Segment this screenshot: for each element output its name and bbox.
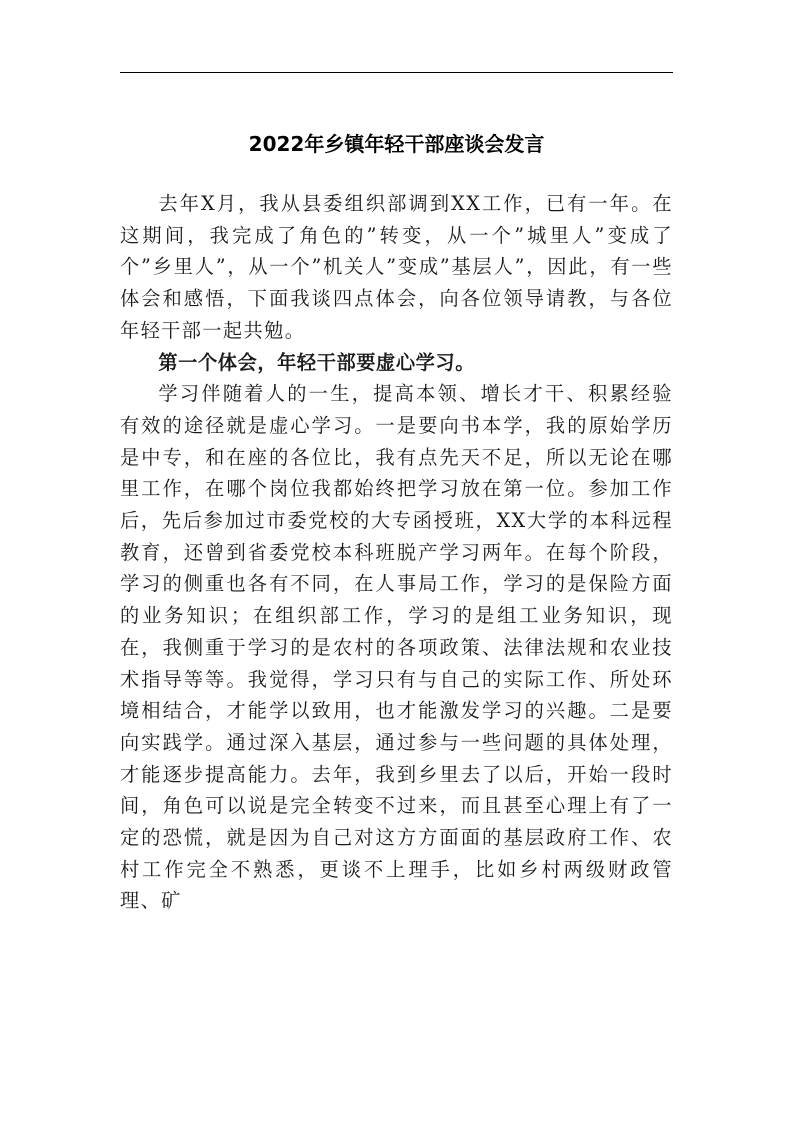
paragraph-learning: 学习伴随着人的一生，提高本领、增长才干、积累经验有效的途径就是虚心学习。一是要向书本学，我的原始学历是中专，和在座的各位比，我有点先天不足，所以无论在哪里工作，在哪个岗位我都始终把学习放在第一位。参加工作后，先后参加过市委党校的大专函授班，XX大学的本科远程教育，还曾到省委党校本科班脱产学习两年。在每个阶段，学习的侧重也各有不同，在人事局工作，学习的是保险方面的业务知识；在组织部工作，学习的是组工业务知识，现在，我侧重于学习的是农村的各项政策、法律法规和农业技术指导等等。我觉得，学习只有与自己的实际工作、所处环境相结合，才能学以致用，也才能激发学习的兴趣。二是要向实践学。通过深入基层，通过参与一些问题的具体处理，才能逐步提高能力。去年，我到乡里去了以后，开始一段时间，角色可以说是完全转变不过来，而且甚至心理上有了一定的恐慌，就是因为自己对这方方面面的基层政府工作、农村工作完全不熟悉，更谈不上理手，比如乡村两级财政管理、矿 (120, 382, 673, 913)
paragraph-intro: 去年X月，我从县委组织部调到XX工作，已有一年。在这期间，我完成了角色的”转变，从一个”城里人”变成了个”乡里人”，从一个”机关人”变成”基层人”，因此，有一些体会和感悟，下面我谈四点体会，向各位领导请教，与各位年轻干部一起共勉。 (120, 192, 673, 342)
document-body (120, 188, 673, 917)
section-heading-first: 第一个体会，年轻干部要虚心学习。 (158, 350, 475, 374)
document-title: 2022年乡镇年轻干部座谈会发言 (248, 132, 545, 156)
header-rule (120, 72, 673, 73)
